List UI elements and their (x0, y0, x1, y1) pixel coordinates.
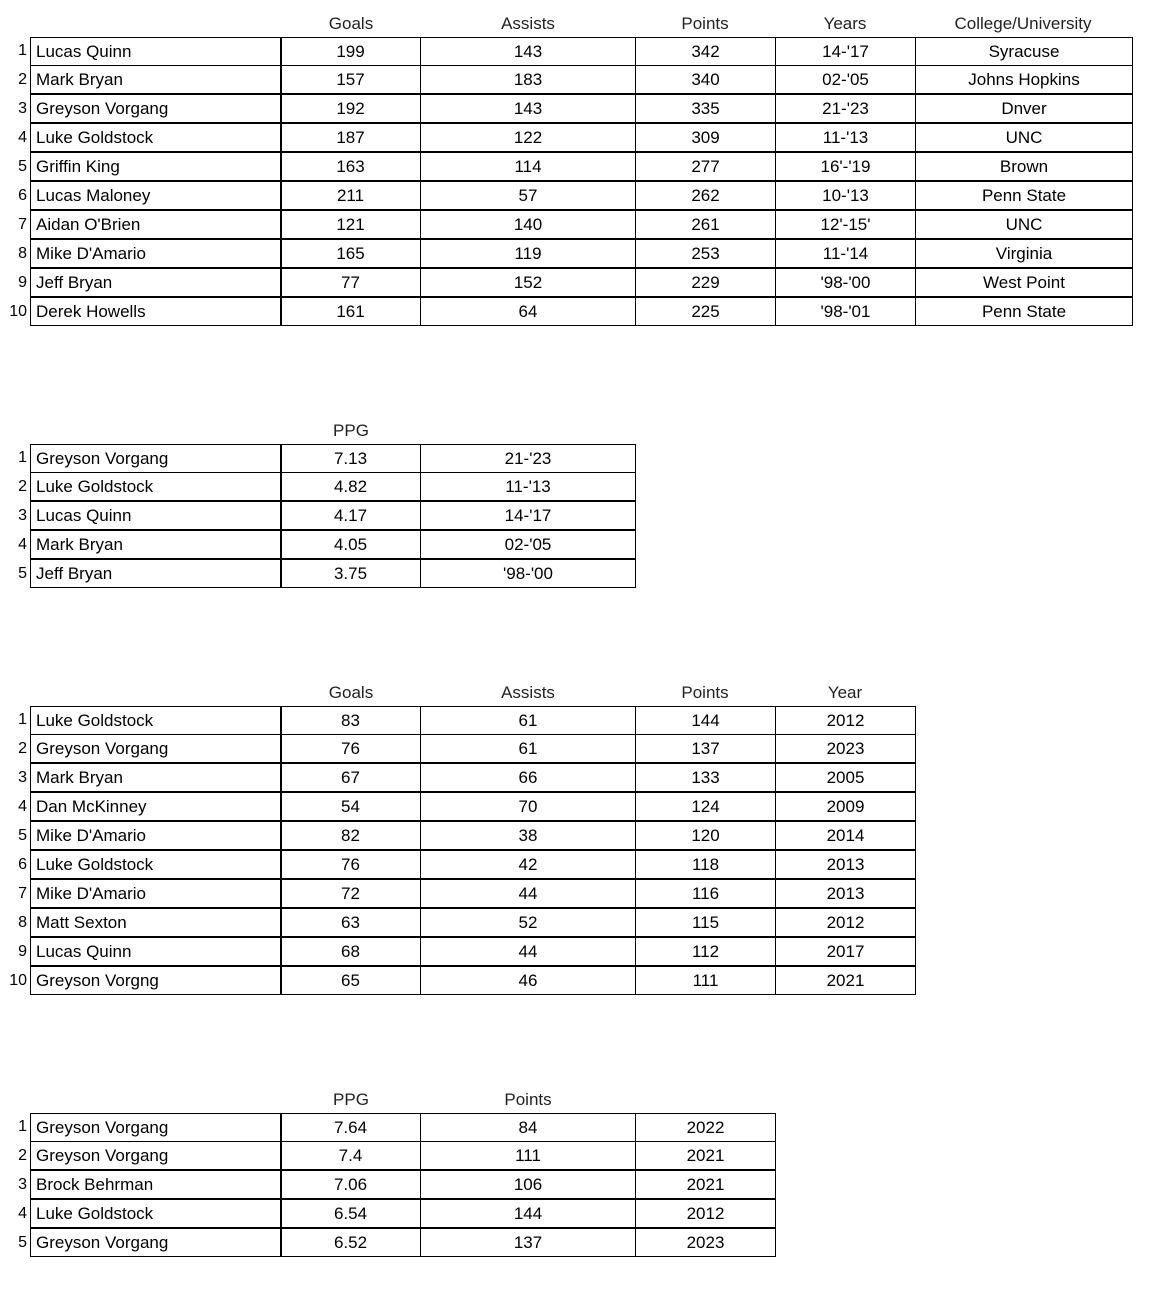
years-cell: 11-'13 (420, 472, 636, 501)
points-cell: 144 (420, 1199, 636, 1228)
points-cell: 277 (635, 152, 776, 181)
rank-number: 5 (18, 1234, 27, 1251)
years-cell: 10-'13 (775, 181, 916, 210)
assists-cell: 46 (420, 966, 636, 995)
season-ppg-header (0, 1086, 1152, 1112)
rank-number: 4 (18, 1205, 27, 1222)
goals-cell: 192 (280, 94, 421, 123)
player-name-cell: Greyson Vorgang (30, 1141, 282, 1170)
rank-number: 4 (18, 129, 27, 146)
college-cell: West Point (915, 268, 1133, 297)
college-cell: Penn State (915, 297, 1133, 326)
college-cell: UNC (915, 123, 1133, 152)
points-cell: 115 (635, 908, 776, 937)
years-cell: 12'-15' (775, 210, 916, 239)
rank-number: 4 (18, 536, 27, 553)
years-cell: 14-'17 (775, 37, 916, 66)
points-cell: 137 (635, 734, 776, 763)
years-cell: 21-'23 (775, 94, 916, 123)
player-name-cell: Jeff Bryan (30, 268, 282, 297)
college-cell: Brown (915, 152, 1133, 181)
assists-cell: 70 (420, 792, 636, 821)
ppg-cell: 4.17 (280, 501, 421, 530)
ppg-cell: 7.4 (280, 1141, 421, 1170)
points-cell: 111 (635, 966, 776, 995)
player-name-cell: Lucas Quinn (30, 501, 282, 530)
college-cell: Syracuse (915, 37, 1133, 66)
assists-cell: 140 (420, 210, 636, 239)
years-cell: '98-'00 (420, 559, 636, 588)
goals-cell: 67 (280, 763, 421, 792)
player-name-cell: Greyson Vorgang (30, 1113, 282, 1142)
player-name-cell: Mark Bryan (30, 763, 282, 792)
player-name-cell: Derek Howells (30, 297, 282, 326)
career-points-header (0, 10, 1152, 36)
assists-cell: 64 (420, 297, 636, 326)
rank-number: 2 (18, 740, 27, 757)
year-cell: 2021 (635, 1170, 776, 1199)
header-points: Points (681, 683, 729, 702)
assists-cell: 57 (420, 181, 636, 210)
career-ppg-header (0, 417, 1152, 443)
year-cell: 2013 (775, 879, 916, 908)
goals-cell: 163 (280, 152, 421, 181)
year-cell: 2013 (775, 850, 916, 879)
player-name-cell: Mark Bryan (30, 530, 282, 559)
year-cell: 2012 (775, 908, 916, 937)
ppg-cell: 4.05 (280, 530, 421, 559)
ppg-cell: 6.52 (280, 1228, 421, 1257)
points-cell: 309 (635, 123, 776, 152)
player-name-cell: Mike D'Amario (30, 239, 282, 268)
college-cell: Virginia (915, 239, 1133, 268)
goals-cell: 165 (280, 239, 421, 268)
points-cell: 137 (420, 1228, 636, 1257)
header-points: Points (681, 14, 729, 33)
goals-cell: 199 (280, 37, 421, 66)
assists-cell: 61 (420, 734, 636, 763)
assists-cell: 42 (420, 850, 636, 879)
player-name-cell: Brock Behrman (30, 1170, 282, 1199)
points-cell: 262 (635, 181, 776, 210)
player-name-cell: Greyson Vorgang (30, 444, 282, 473)
points-cell: 261 (635, 210, 776, 239)
points-cell: 106 (420, 1170, 636, 1199)
header-year: Year (827, 683, 863, 702)
player-name-cell: Luke Goldstock (30, 123, 282, 152)
years-cell: 11-'13 (775, 123, 916, 152)
points-cell: 144 (635, 706, 776, 735)
points-cell: 84 (420, 1113, 636, 1142)
points-cell: 116 (635, 879, 776, 908)
header-ppg: PPG (333, 421, 369, 440)
rank-number: 3 (18, 507, 27, 524)
points-cell: 335 (635, 94, 776, 123)
rank-number: 1 (18, 42, 27, 59)
assists-cell: 44 (420, 937, 636, 966)
rank-number: 10 (9, 972, 27, 989)
goals-cell: 157 (280, 65, 421, 94)
header-goals: Goals (328, 683, 374, 702)
points-cell: 124 (635, 792, 776, 821)
rank-number: 10 (9, 303, 27, 320)
player-name-cell: Luke Goldstock (30, 850, 282, 879)
header-years: Years (823, 14, 867, 33)
rank-number: 1 (18, 711, 27, 728)
goals-cell: 72 (280, 879, 421, 908)
year-cell: 2014 (775, 821, 916, 850)
college-cell: Penn State (915, 181, 1133, 210)
ppg-cell: 7.06 (280, 1170, 421, 1199)
years-cell: 21-'23 (420, 444, 636, 473)
year-cell: 2017 (775, 937, 916, 966)
player-name-cell: Mark Bryan (30, 65, 282, 94)
rank-number: 1 (18, 449, 27, 466)
ppg-cell: 7.13 (280, 444, 421, 473)
ppg-cell: 3.75 (280, 559, 421, 588)
player-name-cell: Lucas Maloney (30, 181, 282, 210)
goals-cell: 76 (280, 734, 421, 763)
points-cell: 112 (635, 937, 776, 966)
assists-cell: 143 (420, 37, 636, 66)
rank-number: 8 (18, 914, 27, 931)
points-cell: 111 (420, 1141, 636, 1170)
player-name-cell: Luke Goldstock (30, 472, 282, 501)
season-points-header (0, 679, 1152, 705)
points-cell: 225 (635, 297, 776, 326)
assists-cell: 66 (420, 763, 636, 792)
goals-cell: 83 (280, 706, 421, 735)
goals-cell: 63 (280, 908, 421, 937)
rank-number: 9 (18, 943, 27, 960)
assists-cell: 143 (420, 94, 636, 123)
year-cell: 2012 (775, 706, 916, 735)
player-name-cell: Dan McKinney (30, 792, 282, 821)
player-name-cell: Luke Goldstock (30, 1199, 282, 1228)
points-cell: 229 (635, 268, 776, 297)
rank-number: 3 (18, 1176, 27, 1193)
points-cell: 120 (635, 821, 776, 850)
years-cell: 14-'17 (420, 501, 636, 530)
assists-cell: 44 (420, 879, 636, 908)
years-cell: 02-'05 (775, 65, 916, 94)
goals-cell: 54 (280, 792, 421, 821)
assists-cell: 183 (420, 65, 636, 94)
points-cell: 253 (635, 239, 776, 268)
rank-number: 9 (18, 274, 27, 291)
assists-cell: 52 (420, 908, 636, 937)
year-cell: 2012 (635, 1199, 776, 1228)
years-cell: '98-'01 (775, 297, 916, 326)
goals-cell: 187 (280, 123, 421, 152)
header-college: College/University (954, 14, 1092, 33)
rank-number: 2 (18, 71, 27, 88)
player-name-cell: Mike D'Amario (30, 879, 282, 908)
goals-cell: 211 (280, 181, 421, 210)
goals-cell: 121 (280, 210, 421, 239)
year-cell: 2009 (775, 792, 916, 821)
player-name-cell: Greyson Vorgang (30, 94, 282, 123)
goals-cell: 65 (280, 966, 421, 995)
assists-cell: 122 (420, 123, 636, 152)
goals-cell: 68 (280, 937, 421, 966)
goals-cell: 77 (280, 268, 421, 297)
college-cell: Dnver (915, 94, 1133, 123)
ppg-cell: 6.54 (280, 1199, 421, 1228)
rank-number: 1 (18, 1118, 27, 1135)
college-cell: Johns Hopkins (915, 65, 1133, 94)
ppg-cell: 7.64 (280, 1113, 421, 1142)
rank-number: 7 (18, 885, 27, 902)
points-cell: 342 (635, 37, 776, 66)
player-name-cell: Matt Sexton (30, 908, 282, 937)
player-name-cell: Greyson Vorgang (30, 734, 282, 763)
year-cell: 2021 (775, 966, 916, 995)
rank-number: 3 (18, 769, 27, 786)
player-name-cell: Lucas Quinn (30, 937, 282, 966)
assists-cell: 61 (420, 706, 636, 735)
year-cell: 2021 (635, 1141, 776, 1170)
years-cell: '98-'00 (775, 268, 916, 297)
year-cell: 2023 (775, 734, 916, 763)
player-name-cell: Jeff Bryan (30, 559, 282, 588)
college-cell: UNC (915, 210, 1133, 239)
assists-cell: 38 (420, 821, 636, 850)
player-name-cell: Aidan O'Brien (30, 210, 282, 239)
rank-number: 2 (18, 1147, 27, 1164)
player-name-cell: Lucas Quinn (30, 37, 282, 66)
goals-cell: 76 (280, 850, 421, 879)
years-cell: 11-'14 (775, 239, 916, 268)
header-points: Points (504, 1090, 552, 1109)
rank-number: 5 (18, 827, 27, 844)
points-cell: 340 (635, 65, 776, 94)
player-name-cell: Griffin King (30, 152, 282, 181)
player-name-cell: Greyson Vorgng (30, 966, 282, 995)
header-ppg: PPG (333, 1090, 369, 1109)
goals-cell: 161 (280, 297, 421, 326)
player-name-cell: Luke Goldstock (30, 706, 282, 735)
goals-cell: 82 (280, 821, 421, 850)
player-name-cell: Mike D'Amario (30, 821, 282, 850)
rank-number: 6 (18, 856, 27, 873)
assists-cell: 152 (420, 268, 636, 297)
header-assists: Assists (501, 14, 555, 33)
assists-cell: 114 (420, 152, 636, 181)
rank-number: 5 (18, 158, 27, 175)
years-cell: 16'-'19 (775, 152, 916, 181)
points-cell: 118 (635, 850, 776, 879)
rank-number: 4 (18, 798, 27, 815)
year-cell: 2005 (775, 763, 916, 792)
rank-number: 2 (18, 478, 27, 495)
rank-number: 5 (18, 565, 27, 582)
header-goals: Goals (328, 14, 374, 33)
year-cell: 2022 (635, 1113, 776, 1142)
header-assists: Assists (501, 683, 555, 702)
rank-number: 8 (18, 245, 27, 262)
assists-cell: 119 (420, 239, 636, 268)
ppg-cell: 4.82 (280, 472, 421, 501)
rank-number: 7 (18, 216, 27, 233)
rank-number: 3 (18, 100, 27, 117)
rank-number: 6 (18, 187, 27, 204)
player-name-cell: Greyson Vorgang (30, 1228, 282, 1257)
year-cell: 2023 (635, 1228, 776, 1257)
points-cell: 133 (635, 763, 776, 792)
years-cell: 02-'05 (420, 530, 636, 559)
